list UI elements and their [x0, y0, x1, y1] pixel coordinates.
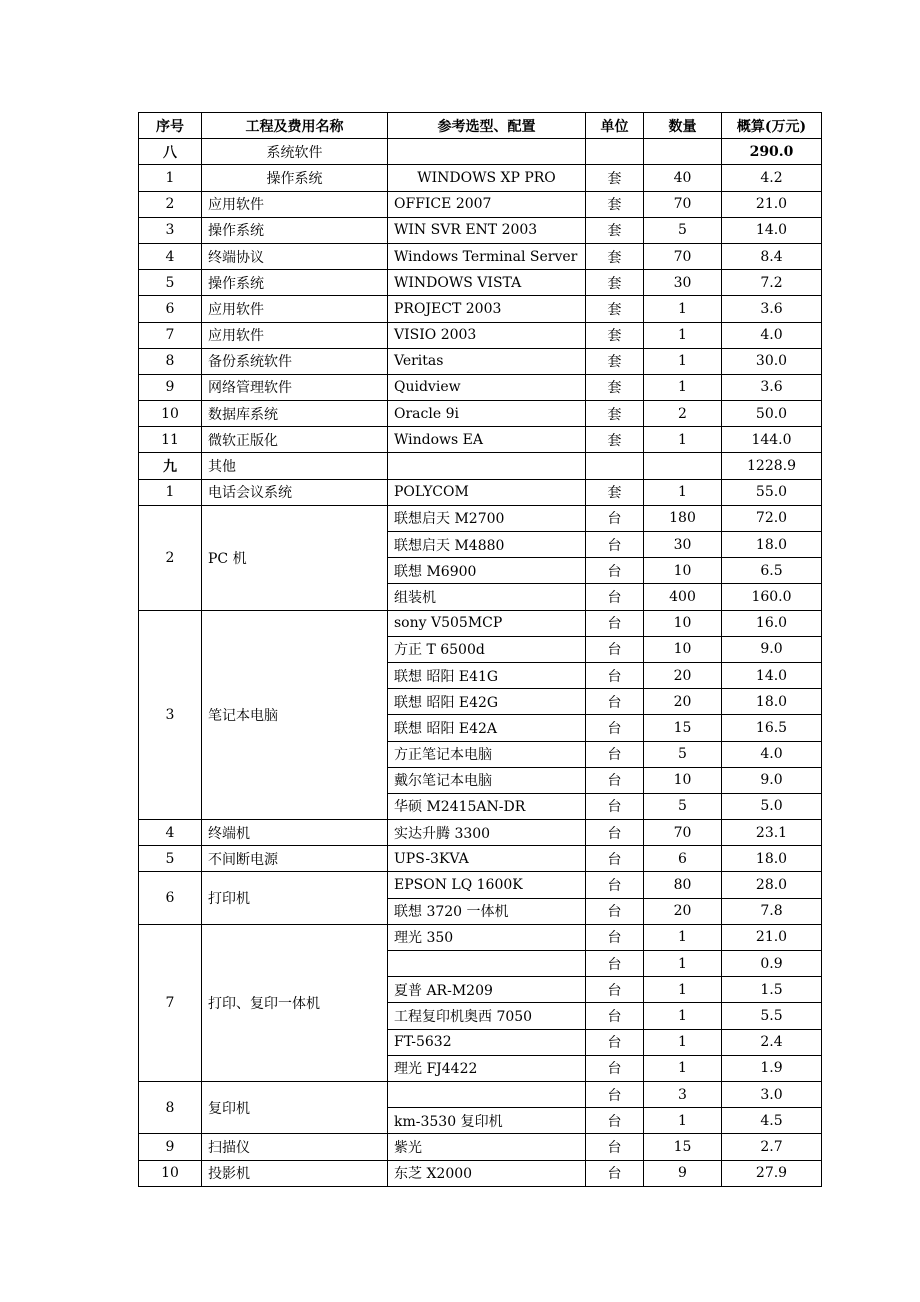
header-unit: 单位 [586, 113, 644, 139]
row-amount: 16.0 [722, 610, 822, 636]
row-no: 1 [139, 165, 202, 191]
row-qty: 20 [644, 689, 722, 715]
row-amount: 16.5 [722, 715, 822, 741]
row-config: 联想启天 M2700 [388, 505, 586, 531]
row-unit: 台 [586, 767, 644, 793]
row-name: 打印、复印一体机 [202, 924, 388, 1081]
table-row [139, 270, 822, 296]
section-qty [644, 453, 722, 479]
row-amount: 1.5 [722, 977, 822, 1003]
row-config: Oracle 9i [388, 401, 586, 427]
row-unit: 套 [586, 322, 644, 348]
row-amount: 3.6 [722, 296, 822, 322]
row-amount: 6.5 [722, 558, 822, 584]
row-amount: 28.0 [722, 872, 822, 898]
row-config: WINDOWS VISTA [388, 270, 586, 296]
row-qty: 1 [644, 951, 722, 977]
row-unit: 台 [586, 1003, 644, 1029]
row-config [388, 951, 586, 977]
row-qty: 40 [644, 165, 722, 191]
row-unit: 台 [586, 846, 644, 872]
row-no: 7 [139, 924, 202, 1081]
row-amount: 18.0 [722, 532, 822, 558]
table-row [139, 1081, 822, 1107]
row-amount: 30.0 [722, 348, 822, 374]
row-amount: 50.0 [722, 401, 822, 427]
row-config: 实达升腾 3300 [388, 820, 586, 846]
table-row [139, 374, 822, 400]
row-config: 联想 M6900 [388, 558, 586, 584]
row-amount: 1.9 [722, 1055, 822, 1081]
row-qty: 1 [644, 322, 722, 348]
row-qty: 9 [644, 1160, 722, 1186]
table-row [139, 479, 822, 505]
row-qty: 80 [644, 872, 722, 898]
row-no: 5 [139, 270, 202, 296]
header-name: 工程及费用名称 [202, 113, 388, 139]
row-unit: 台 [586, 584, 644, 610]
row-unit: 台 [586, 924, 644, 950]
row-name: PC 机 [202, 505, 388, 610]
section-no: 八 [139, 139, 202, 165]
row-config: POLYCOM [388, 479, 586, 505]
row-qty: 10 [644, 558, 722, 584]
section-total: 1228.9 [722, 453, 822, 479]
row-name: 打印机 [202, 872, 388, 924]
row-name: 应用软件 [202, 296, 388, 322]
row-qty: 1 [644, 296, 722, 322]
table-row [139, 846, 822, 872]
row-amount: 27.9 [722, 1160, 822, 1186]
row-name: 复印机 [202, 1081, 388, 1133]
row-unit: 台 [586, 662, 644, 688]
row-no: 11 [139, 427, 202, 453]
row-unit: 套 [586, 243, 644, 269]
row-amount: 18.0 [722, 846, 822, 872]
table-row [139, 427, 822, 453]
row-amount: 55.0 [722, 479, 822, 505]
table-row [139, 217, 822, 243]
table-row [139, 243, 822, 269]
row-name: 数据库系统 [202, 401, 388, 427]
table-row [139, 191, 822, 217]
row-config: Quidview [388, 374, 586, 400]
row-qty: 1 [644, 348, 722, 374]
row-config: Veritas [388, 348, 586, 374]
row-amount: 14.0 [722, 662, 822, 688]
row-qty: 1 [644, 1108, 722, 1134]
row-unit: 台 [586, 1081, 644, 1107]
row-qty: 10 [644, 636, 722, 662]
row-config: 夏普 AR-M209 [388, 977, 586, 1003]
section-config [388, 139, 586, 165]
row-amount: 14.0 [722, 217, 822, 243]
table-row [139, 610, 822, 636]
row-amount: 4.5 [722, 1108, 822, 1134]
row-config: 联想启天 M4880 [388, 532, 586, 558]
table-row [139, 1160, 822, 1186]
row-amount: 3.6 [722, 374, 822, 400]
row-config: 方正 T 6500d [388, 636, 586, 662]
row-unit: 套 [586, 348, 644, 374]
row-config: 联想 昭阳 E42G [388, 689, 586, 715]
row-unit: 套 [586, 270, 644, 296]
row-qty: 20 [644, 662, 722, 688]
row-unit: 台 [586, 977, 644, 1003]
row-no: 9 [139, 374, 202, 400]
row-config: 联想 昭阳 E41G [388, 662, 586, 688]
row-unit: 台 [586, 951, 644, 977]
row-amount: 4.2 [722, 165, 822, 191]
row-config: sony V505MCP [388, 610, 586, 636]
row-name: 扫描仪 [202, 1134, 388, 1160]
row-name: 投影机 [202, 1160, 388, 1186]
section-qty [644, 139, 722, 165]
section-row [139, 139, 822, 165]
row-name: 网络管理软件 [202, 374, 388, 400]
row-qty: 2 [644, 401, 722, 427]
row-qty: 1 [644, 374, 722, 400]
row-unit: 套 [586, 479, 644, 505]
row-unit: 套 [586, 374, 644, 400]
row-no: 10 [139, 1160, 202, 1186]
row-config: Windows Terminal Server [388, 243, 586, 269]
row-no: 8 [139, 1081, 202, 1133]
row-unit: 台 [586, 872, 644, 898]
header-qty: 数量 [644, 113, 722, 139]
row-config: 戴尔笔记本电脑 [388, 767, 586, 793]
row-config: 联想 3720 一体机 [388, 898, 586, 924]
row-qty: 1 [644, 427, 722, 453]
row-config: 东芝 X2000 [388, 1160, 586, 1186]
row-config: 紫光 [388, 1134, 586, 1160]
row-config: UPS-3KVA [388, 846, 586, 872]
row-qty: 3 [644, 1081, 722, 1107]
row-config: 理光 FJ4422 [388, 1055, 586, 1081]
row-qty: 400 [644, 584, 722, 610]
row-name: 操作系统 [202, 270, 388, 296]
section-row [139, 453, 822, 479]
header-amount: 概算(万元) [722, 113, 822, 139]
row-config: PROJECT 2003 [388, 296, 586, 322]
table-row [139, 401, 822, 427]
row-unit: 台 [586, 820, 644, 846]
row-unit: 台 [586, 1160, 644, 1186]
section-unit [586, 453, 644, 479]
row-no: 10 [139, 401, 202, 427]
row-unit: 台 [586, 1055, 644, 1081]
row-name: 应用软件 [202, 191, 388, 217]
row-no: 1 [139, 479, 202, 505]
row-amount: 3.0 [722, 1081, 822, 1107]
row-config: 华硕 M2415AN-DR [388, 793, 586, 819]
row-config: VISIO 2003 [388, 322, 586, 348]
row-config: WIN SVR ENT 2003 [388, 217, 586, 243]
row-qty: 70 [644, 820, 722, 846]
row-amount: 21.0 [722, 191, 822, 217]
row-config [388, 1081, 586, 1107]
table-row [139, 322, 822, 348]
section-total: 290.0 [722, 139, 822, 165]
row-config: 组装机 [388, 584, 586, 610]
row-name: 微软正版化 [202, 427, 388, 453]
row-qty: 70 [644, 243, 722, 269]
row-unit: 台 [586, 741, 644, 767]
row-no: 6 [139, 872, 202, 924]
row-unit: 台 [586, 558, 644, 584]
row-unit: 台 [586, 898, 644, 924]
row-amount: 5.0 [722, 793, 822, 819]
budget-table [138, 112, 822, 1187]
row-qty: 180 [644, 505, 722, 531]
row-amount: 9.0 [722, 636, 822, 662]
row-no: 5 [139, 846, 202, 872]
row-amount: 7.8 [722, 898, 822, 924]
row-name: 笔记本电脑 [202, 610, 388, 820]
section-no: 九 [139, 453, 202, 479]
row-qty: 6 [644, 846, 722, 872]
row-no: 4 [139, 243, 202, 269]
row-unit: 台 [586, 689, 644, 715]
row-config: 工程复印机奥西 7050 [388, 1003, 586, 1029]
section-config [388, 453, 586, 479]
row-name: 操作系统 [202, 217, 388, 243]
row-no: 9 [139, 1134, 202, 1160]
row-config: WINDOWS XP PRO [388, 165, 586, 191]
row-config: EPSON LQ 1600K [388, 872, 586, 898]
row-no: 4 [139, 820, 202, 846]
row-amount: 23.1 [722, 820, 822, 846]
row-name: 电话会议系统 [202, 479, 388, 505]
row-name: 终端机 [202, 820, 388, 846]
row-config: Windows EA [388, 427, 586, 453]
row-amount: 144.0 [722, 427, 822, 453]
section-unit [586, 139, 644, 165]
section-name: 系统软件 [202, 139, 388, 165]
row-name: 不间断电源 [202, 846, 388, 872]
row-config: 方正笔记本电脑 [388, 741, 586, 767]
row-amount: 21.0 [722, 924, 822, 950]
table-row [139, 872, 822, 898]
row-qty: 15 [644, 715, 722, 741]
row-unit: 套 [586, 427, 644, 453]
row-amount: 7.2 [722, 270, 822, 296]
row-amount: 18.0 [722, 689, 822, 715]
row-qty: 1 [644, 1055, 722, 1081]
row-unit: 套 [586, 401, 644, 427]
header-row [139, 113, 822, 139]
table-body [139, 139, 822, 1187]
header-config: 参考选型、配置 [388, 113, 586, 139]
row-amount: 2.4 [722, 1029, 822, 1055]
table-row [139, 505, 822, 531]
row-amount: 4.0 [722, 741, 822, 767]
row-qty: 1 [644, 977, 722, 1003]
table-row [139, 165, 822, 191]
row-unit: 台 [586, 610, 644, 636]
row-unit: 套 [586, 296, 644, 322]
table-row [139, 348, 822, 374]
row-name: 操作系统 [202, 165, 388, 191]
row-unit: 套 [586, 217, 644, 243]
row-qty: 5 [644, 741, 722, 767]
row-qty: 1 [644, 1029, 722, 1055]
row-config: 理光 350 [388, 924, 586, 950]
row-amount: 160.0 [722, 584, 822, 610]
row-amount: 4.0 [722, 322, 822, 348]
row-amount: 72.0 [722, 505, 822, 531]
row-amount: 0.9 [722, 951, 822, 977]
row-config: km-3530 复印机 [388, 1108, 586, 1134]
row-qty: 15 [644, 1134, 722, 1160]
row-amount: 9.0 [722, 767, 822, 793]
row-qty: 1 [644, 479, 722, 505]
row-qty: 5 [644, 793, 722, 819]
row-qty: 20 [644, 898, 722, 924]
row-unit: 套 [586, 191, 644, 217]
table-row [139, 1134, 822, 1160]
table-row [139, 924, 822, 950]
header-no: 序号 [139, 113, 202, 139]
row-name: 应用软件 [202, 322, 388, 348]
row-unit: 台 [586, 715, 644, 741]
row-qty: 1 [644, 924, 722, 950]
row-config: 联想 昭阳 E42A [388, 715, 586, 741]
row-no: 3 [139, 610, 202, 820]
row-unit: 套 [586, 165, 644, 191]
row-config: OFFICE 2007 [388, 191, 586, 217]
row-no: 2 [139, 191, 202, 217]
row-name: 终端协议 [202, 243, 388, 269]
row-no: 6 [139, 296, 202, 322]
row-qty: 30 [644, 270, 722, 296]
row-config: FT-5632 [388, 1029, 586, 1055]
row-amount: 5.5 [722, 1003, 822, 1029]
row-unit: 台 [586, 505, 644, 531]
row-name: 备份系统软件 [202, 348, 388, 374]
row-no: 7 [139, 322, 202, 348]
row-amount: 8.4 [722, 243, 822, 269]
row-unit: 台 [586, 636, 644, 662]
row-unit: 台 [586, 1029, 644, 1055]
row-qty: 10 [644, 767, 722, 793]
row-qty: 70 [644, 191, 722, 217]
table-row [139, 820, 822, 846]
row-amount: 2.7 [722, 1134, 822, 1160]
row-qty: 5 [644, 217, 722, 243]
row-qty: 10 [644, 610, 722, 636]
row-no: 8 [139, 348, 202, 374]
row-unit: 台 [586, 1134, 644, 1160]
row-unit: 台 [586, 793, 644, 819]
row-no: 3 [139, 217, 202, 243]
row-qty: 1 [644, 1003, 722, 1029]
row-qty: 30 [644, 532, 722, 558]
row-no: 2 [139, 505, 202, 610]
row-unit: 台 [586, 1108, 644, 1134]
table-row [139, 296, 822, 322]
section-name: 其他 [202, 453, 388, 479]
row-unit: 台 [586, 532, 644, 558]
